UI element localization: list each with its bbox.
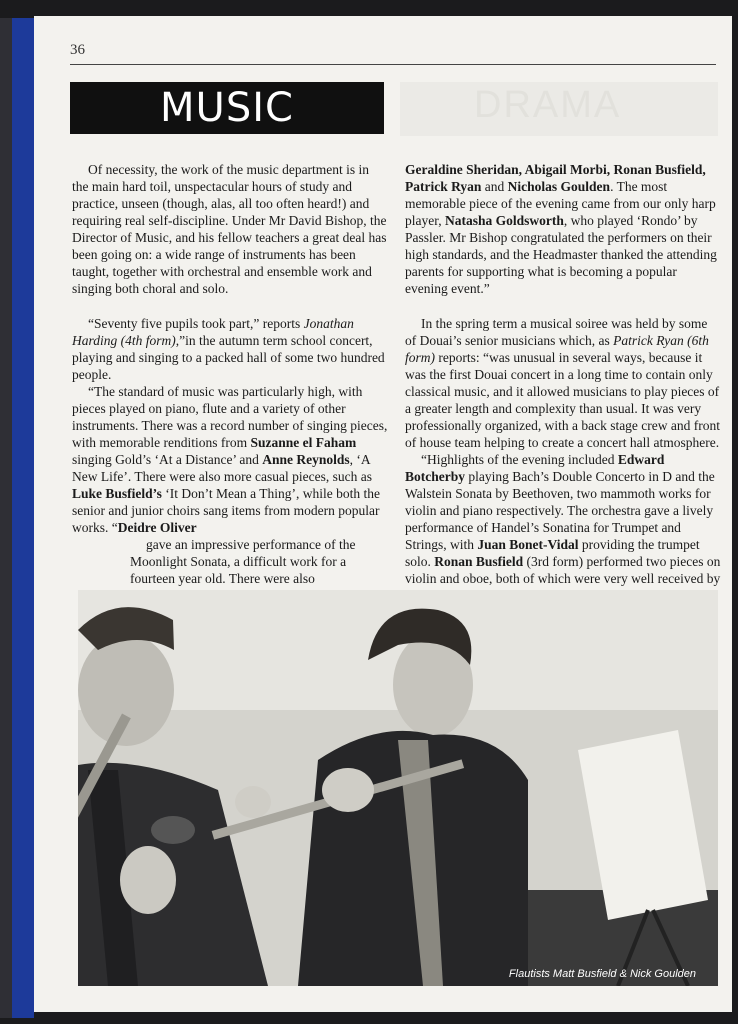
paragraph-standard: “The standard of music was particularly high, with pieces played on piano, flute and a variety of other instruments. There was a record number of singing pieces, with memorable renditions from Suzanne el Faham singing Gold’s ‘At a Distance’ and Anne Reynolds, ‘A New Life’. There were also more casual pieces, such as Luke Busfield’s ‘It Don’t Mean a Thing’, while both the senior and junior choirs sang items from modern popular works. “Deidre Oliver gave an impressive performance of the Moonlight Sonata, a difficult work for a fourteen year old. There were also — [72, 383, 388, 604]
paragraph-highlights: “Highlights of the evening included Edward Botcherby playing Bach’s Double Concerto in D and the Walstein Sonata by Beethoven, two mammoth works for violin and piano respectively. The orchestra gave a lively performance of Handel’s Sonatina for Trumpet and Strings, with Juan Bonet-Vidal providing the trumpet solo. Ronan Busfield (3rd form) performed two pieces on violin and oboe, both of which were very well received by — [405, 451, 721, 621]
performer-name: Luke Busfield’s — [72, 486, 162, 501]
paragraph-performers: Geraldine Sheridan, Abigail Morbi, Ronan Busfield, Patrick Ryan and Nicholas Goulden. The most memorable piece of the evening came from our only harp player, Natasha Goldsworth, who played ‘Rondo’ by Passler. Mr Bishop congratulated the performers on their high standards, and the Headmaster thanked the attending parents for supporting what is becoming a popular evening event.” — [405, 162, 717, 296]
author-name: Jonathan Harding (4th form) — [72, 316, 354, 348]
performer-name: Juan Bonet-Vidal — [477, 537, 579, 552]
flautists-photo — [78, 590, 718, 986]
performer-name: Natasha Goldsworth — [444, 213, 564, 228]
page-number: 36 — [70, 42, 85, 58]
performer-names: Geraldine Sheridan, Abigail Morbi, Ronan Busfield, Patrick Ryan — [405, 162, 706, 194]
paragraph-spring-soiree: In the spring term a musical soiree was held by some of Douai’s senior musicians which, as Patrick Ryan (6th form) reports: “was unusual in several ways, because it was the first Douai concert in a long time to contain only classical music, and it allowed musicians to play pieces of a greater length and complexity than usual. It was very professionally organized, with a back stage crew and front of house team helping to create a concert hall atmosphere. — [405, 316, 721, 450]
performer-name: Deidre Oliver — [117, 520, 197, 535]
paragraph-autumn-concert: “Seventy five pupils took part,” reports Jonathan Harding (4th form),”in the autumn term school concert, playing and singing to a packed hall of some two hundred people. — [72, 316, 385, 382]
photo-caption: Flautists Matt Busfield & Nick Goulden — [508, 968, 696, 980]
header-rule — [70, 64, 716, 65]
photo-illustration — [78, 590, 718, 986]
text-column-right — [405, 161, 721, 621]
performer-name: Edward Botcherby — [405, 452, 665, 484]
author-name: Patrick Ryan (6th form) — [405, 333, 709, 365]
text-column-left — [72, 161, 388, 604]
performer-name: Ronan Busfield — [434, 554, 524, 569]
performer-name: Anne Reynolds — [262, 452, 350, 467]
wrapped-text: gave an impressive performance of the Moonlight Sonata, a difficult work for a fourteen year old. There were also — [130, 537, 356, 586]
intro-paragraph: Of necessity, the work of the music department is in the main hard toil, unspectacular hours of study and practice, unseen (though, alas, all too often heard!) and requiring real self-discipline. Under Mr David Bishop, the Director of Music, and his fellow teachers a great deal has been going on: a wide range of instruments has been taught, together with orchestral and ensemble work and singing both choral and solo. — [72, 162, 387, 296]
blue-page-edge — [12, 18, 34, 1018]
section-title: MUSIC — [70, 82, 384, 134]
magazine-page — [34, 16, 732, 1012]
performer-name: Suzanne el Faham — [250, 435, 357, 450]
bleed-through-title: DRAMA — [474, 84, 622, 126]
book-spine — [0, 18, 12, 1018]
performer-name: Nicholas Goulden — [507, 179, 611, 194]
